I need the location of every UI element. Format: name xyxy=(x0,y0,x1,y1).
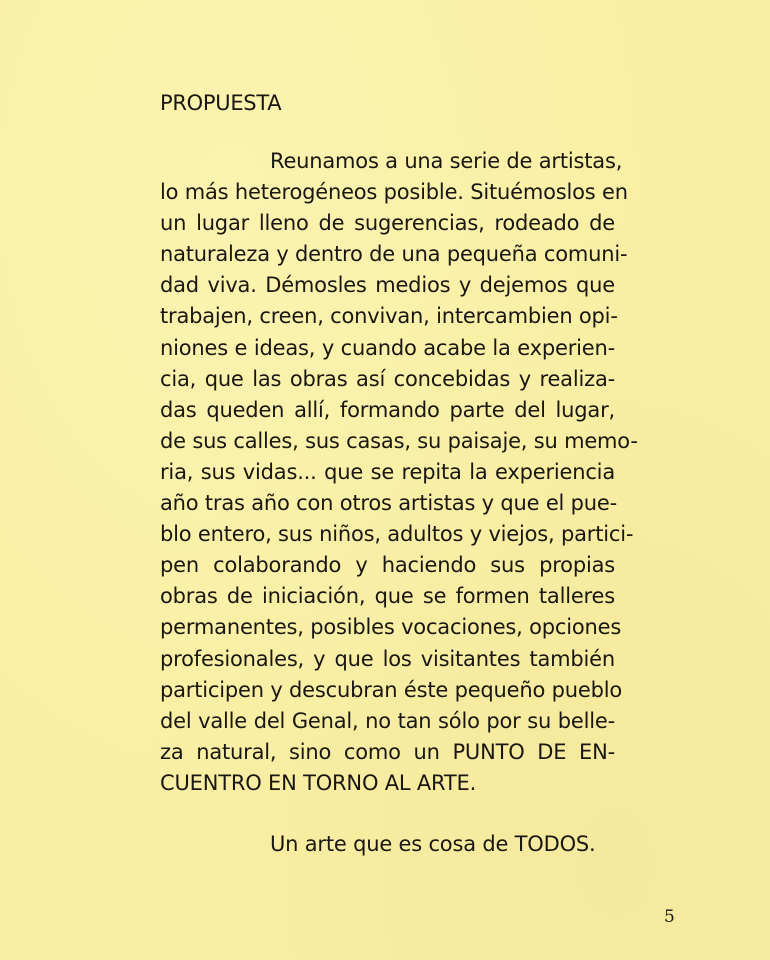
paragraph-line: del valle del Genal, no tan sólo por su belle- xyxy=(160,708,615,733)
paragraph-line: lo más heterogéneos posible. Situémoslos en xyxy=(160,180,628,205)
paragraph-line: un lugar lleno de sugerencias, rodeado de xyxy=(160,211,615,236)
paragraph-line: pen colaborando y haciendo sus propias xyxy=(160,553,615,578)
paragraph-line: de sus calles, sus casas, su paisaje, su memo- xyxy=(160,428,638,453)
paragraph-line: CUENTRO EN TORNO AL ARTE. xyxy=(160,770,477,795)
paragraph-line: trabajen, creen, convivan, intercambien opi- xyxy=(160,304,618,329)
paragraph-line: participen y descubran éste pequeño pueblo xyxy=(160,677,622,702)
paragraph-line: profesionales, y que los visitantes también xyxy=(160,646,615,671)
paragraph-line: año tras año con otros artistas y que el pue- xyxy=(160,491,617,516)
paragraph-line: obras de iniciación, que se formen talleres xyxy=(160,584,615,609)
paragraph-line: permanentes, posibles vocaciones, opciones xyxy=(160,615,622,640)
paragraph-line: za natural, sino como un PUNTO DE EN- xyxy=(160,739,615,764)
paragraph-line: ria, sus vidas... que se repita la experiencia xyxy=(160,459,615,484)
paragraph-line: Reunamos a una serie de artistas, xyxy=(270,149,623,173)
paragraph-line: cia, que las obras así concebidas y realiza- xyxy=(160,366,615,391)
paragraph-line: niones e ideas, y cuando acabe la experien- xyxy=(160,335,615,360)
paragraph-line: naturaleza y dentro de una pequeña comuni- xyxy=(160,242,628,267)
section-heading: PROPUESTA xyxy=(160,91,282,115)
paragraph-line: das queden allí, formando parte del lugar, xyxy=(160,397,615,422)
body-paragraph xyxy=(160,146,638,799)
closing-statement: Un arte que es cosa de TODOS. xyxy=(270,832,596,856)
paragraph-line: dad viva. Démosles medios y dejemos que xyxy=(160,273,615,298)
paragraph-line: blo entero, sus niños, adultos y viejos, partici- xyxy=(160,522,634,547)
page-number: 5 xyxy=(664,907,675,927)
